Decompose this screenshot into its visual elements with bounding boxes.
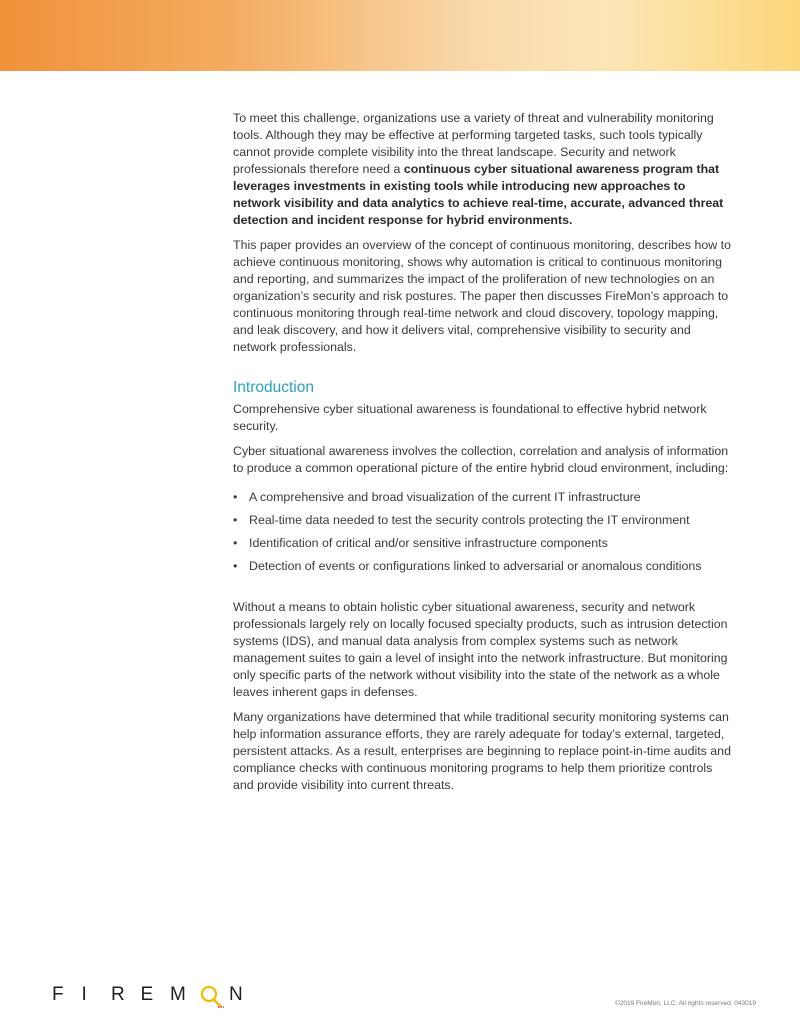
header-gradient-band — [0, 0, 800, 71]
awareness-bullet-list — [233, 489, 733, 575]
list-item: • Detection of events or configurations linked to adversarial or anomalous conditions — [233, 558, 733, 575]
introduction-paragraph-4: Many organizations have determined that while traditional security monitoring systems can help information assurance efforts, they are rarely adequate for today’s external, targeted, persistent attacks. As a result, enterprises are beginning to replace point-in-time audits and compliance checks with continuous monitoring programs to help them prioritize controls and provide visibility into current threats. — [233, 710, 731, 792]
list-item: • Identification of critical and/or sensitive infrastructure components — [233, 535, 733, 552]
logo-letter: I — [81, 984, 87, 1005]
introduction-paragraph-3: Without a means to obtain holistic cyber situational awareness, security and network professionals largely rely on locally focused specialty products, such as intrusion detection systems (IDS), and manual data analysis from complex systems such as network management suites to gain a level of insight into the network infrastructure. But monitoring only specific parts of the network without visibility into the state of the network as a whole leaves inherent gaps in defenses. — [233, 600, 728, 699]
section-heading-introduction: Introduction — [233, 379, 314, 396]
introduction-paragraph-1: Comprehensive cyber situational awareness is foundational to effective hybrid network security. — [233, 402, 707, 433]
list-item: • Real-time data needed to test the security controls protecting the IT environment — [233, 512, 733, 529]
logo-letter: N — [229, 984, 243, 1005]
logo-letter: F — [52, 984, 64, 1005]
introduction-paragraph-2: Cyber situational awareness involves the collection, correlation and analysis of information to produce a common operational picture of the entire hybrid cloud environment, including: — [233, 444, 729, 475]
copyright-notice: ©2019 FireMon, LLC. All rights reserved. 043019 — [614, 1000, 756, 1007]
list-item: • A comprehensive and broad visualization of the current IT infrastructure — [233, 489, 733, 506]
logo-letter: R — [111, 984, 125, 1005]
intro-paragraph-1-emphasis: continuous cyber situational awareness program that leverages investments in existing tools while introducing new approaches to network visibility and data analytics to achieve real-time, accurate, advanced threat detection and incident response for hybrid environments. — [233, 162, 724, 227]
logo-letter: M — [170, 984, 186, 1005]
firemon-logo — [52, 982, 259, 1016]
magnifier-o-icon — [200, 982, 230, 1012]
document-body — [233, 110, 733, 802]
magnifier-o-icon-graphic — [200, 982, 230, 1014]
intro-paragraph-1: To meet this challenge, organizations use a variety of threat and vulnerability monitoring tools. Although they may be effective at performing targeted tasks, such tools typically cannot provide complete visibility into the threat landscape. Security and network professionals therefore need a continuous cyber situational awareness program that leverages investments in existing tools while introducing new approaches to network visibility and data analytics to achieve real-time, accurate, advanced threat detection and incident response for hybrid environments. — [233, 111, 724, 227]
logo-letter: E — [140, 984, 154, 1005]
intro-paragraph-2: This paper provides an overview of the concept of continuous monitoring, describes how to achieve continuous monitoring, shows why automation is critical to continuous monitoring and reporting, and summarizes the impact of the proliferation of new technologies on an organization’s security and risk postures. The paper then discusses FireMon’s approach to continuous monitoring through real-time network and cloud discovery, topology mapping, and leak discovery, and how it delivers vital, comprehensive visibility to security and network professionals. — [233, 238, 731, 354]
